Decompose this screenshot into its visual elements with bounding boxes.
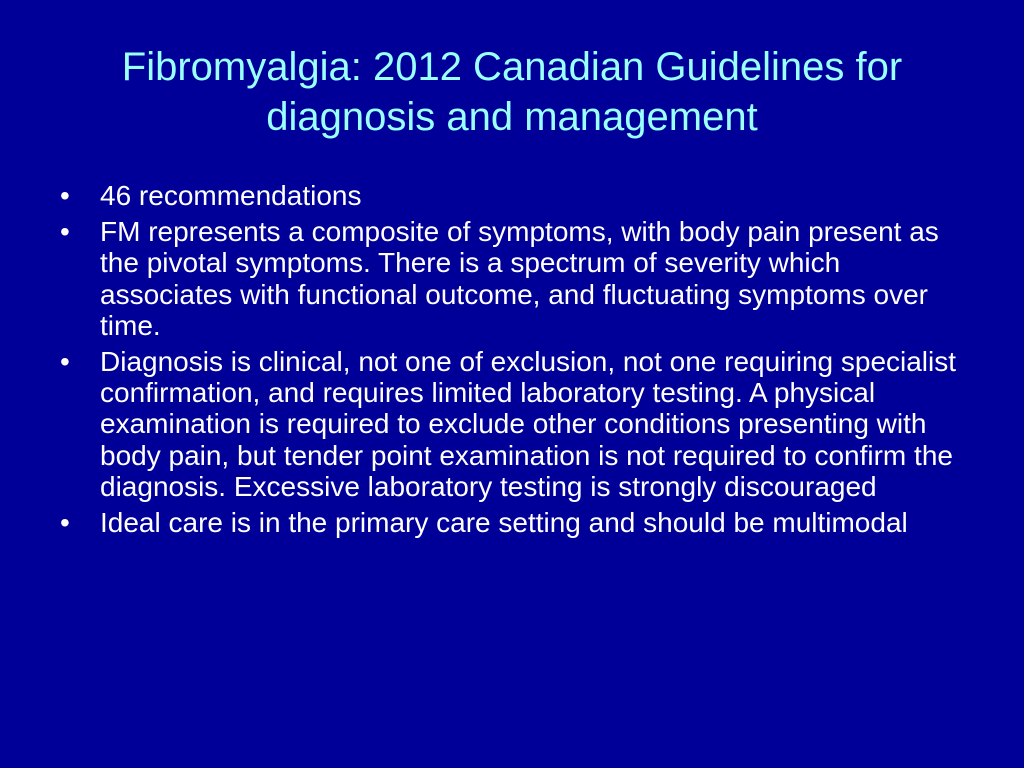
bullet-icon: • bbox=[60, 507, 70, 539]
bullet-icon: • bbox=[60, 216, 70, 248]
bullet-list bbox=[60, 180, 970, 543]
bullet-icon: • bbox=[60, 346, 70, 378]
bullet-text: 46 recommendations bbox=[100, 180, 362, 211]
slide-title: Fibromyalgia: 2012 Canadian Guidelines for diagnosis and management bbox=[121, 45, 903, 139]
bullet-item-care-setting bbox=[60, 507, 970, 538]
bullet-item-symptoms bbox=[60, 216, 970, 341]
bullet-text: FM represents a composite of symptoms, with body pain present as the pivotal symptoms. There is a spectrum of severity which associates with functional outcome, and fluctuating symptoms over time. bbox=[100, 216, 939, 341]
bullet-text: Ideal care is in the primary care setting and should be multimodal bbox=[100, 507, 908, 539]
bullet-item-diagnosis bbox=[60, 346, 970, 502]
bullet-item-recommendations bbox=[60, 180, 970, 211]
bullet-text: Diagnosis is clinical, not one of exclusion, not one requiring specialist confirmation, and requires limited laboratory testing. A physical examination is required to exclude other conditions presenting with body pain, but tender point examination is not required to confirm the diagnosis. Excessive laboratory testing is strongly discouraged bbox=[100, 346, 957, 502]
bullet-icon: • bbox=[60, 180, 70, 211]
